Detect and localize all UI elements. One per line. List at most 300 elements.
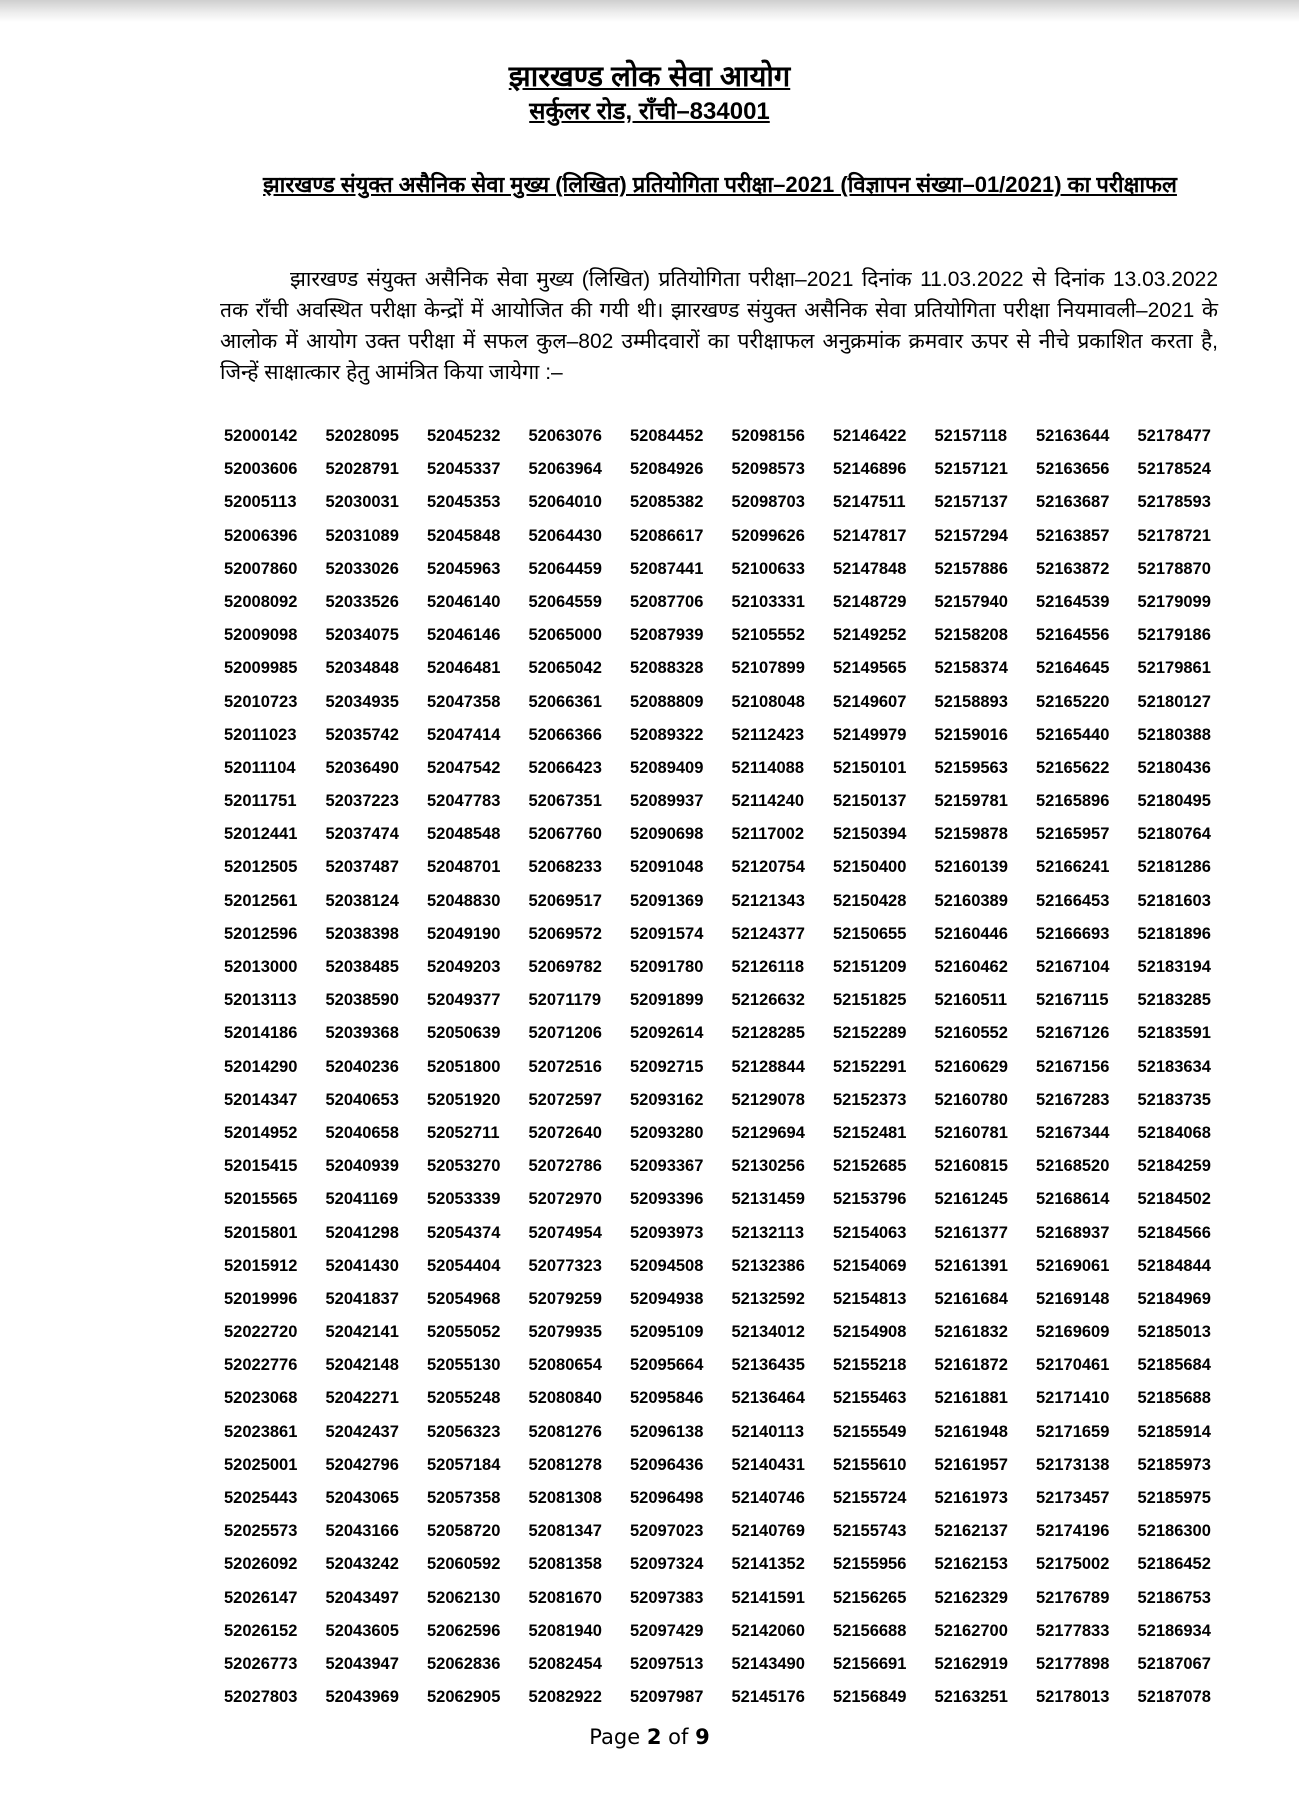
intro-paragraph: झारखण्ड संयुक्त असैनिक सेवा मुख्य (लिखित) प्रतियोगिता परीक्षा–2021 दिनांक 11.03.2022 से दिनांक 13.03.2022 तक राँची अवस्थित परीक्षा केन्द्रों में आयोजित की गयी थी। झारखण्ड संयुक्त असैनिक सेवा प्रतियोगिता परीक्षा नियमावली–2021 के आलोक में आयोग उक्त परीक्षा में सफल कुल–802 उम्मीदवारों का परीक्षाफल अनुक्रमांक क्रमवार ऊपर से नीचे प्रकाशित करता है, जिन्हें साक्षात्कार हेतु आमंत्रित किया जायेगा :– <box>220 268 1218 384</box>
roll-number: 52043947 <box>325 1654 399 1673</box>
roll-number: 52174196 <box>1036 1522 1110 1541</box>
roll-number: 52114240 <box>731 792 805 811</box>
roll-number: 52093973 <box>630 1223 704 1242</box>
roll-number: 52025001 <box>224 1455 298 1474</box>
roll-number: 52091369 <box>630 891 704 910</box>
roll-number: 52146422 <box>833 427 907 445</box>
roll-number: 52163857 <box>1036 526 1110 545</box>
roll-number: 52180127 <box>1137 692 1211 711</box>
roll-number: 52167126 <box>1036 1024 1110 1043</box>
roll-number: 52164539 <box>1036 592 1110 611</box>
roll-number: 52072640 <box>528 1123 602 1142</box>
roll-number: 52154908 <box>833 1323 907 1342</box>
roll-number: 52160389 <box>934 891 1008 910</box>
roll-number: 52183735 <box>1137 1090 1211 1109</box>
roll-number: 52015415 <box>224 1157 298 1176</box>
roll-number: 52038590 <box>325 991 399 1010</box>
roll-number: 52040939 <box>325 1157 399 1176</box>
roll-number: 52163251 <box>934 1688 1008 1707</box>
roll-number: 52026092 <box>224 1555 298 1574</box>
roll-number: 52157118 <box>934 427 1008 445</box>
roll-number: 52141591 <box>731 1588 805 1607</box>
roll-number: 52183634 <box>1137 1057 1211 1076</box>
roll-number: 52136435 <box>731 1356 805 1375</box>
roll-number: 52159781 <box>934 792 1008 811</box>
roll-number: 52166241 <box>1036 858 1110 877</box>
roll-number: 52184068 <box>1137 1123 1211 1142</box>
roll-number: 52064459 <box>528 559 602 578</box>
roll-number: 52049203 <box>427 958 501 976</box>
roll-number: 52027803 <box>224 1688 298 1707</box>
roll-number: 52081347 <box>528 1522 602 1541</box>
roll-number: 52038485 <box>325 958 399 976</box>
roll-number: 52150394 <box>833 825 907 844</box>
roll-number: 52031089 <box>325 526 399 545</box>
roll-number: 52186300 <box>1137 1522 1211 1541</box>
roll-number: 52159016 <box>934 725 1008 744</box>
roll-number: 52045848 <box>427 526 501 545</box>
roll-number: 52155549 <box>833 1422 907 1441</box>
roll-number: 52159878 <box>934 825 1008 844</box>
roll-number: 52033526 <box>325 592 399 611</box>
roll-number: 52081308 <box>528 1489 602 1507</box>
roll-number: 52169061 <box>1036 1256 1110 1275</box>
roll-number: 52091048 <box>630 858 704 877</box>
roll-number: 52152289 <box>833 1024 907 1043</box>
roll-number: 52103331 <box>731 592 805 611</box>
roll-number: 52185914 <box>1137 1422 1211 1441</box>
roll-number: 52043166 <box>325 1522 399 1541</box>
roll-number: 52064559 <box>528 592 602 611</box>
roll-number: 52040236 <box>325 1057 399 1076</box>
roll-number: 52047358 <box>427 692 501 711</box>
roll-number: 52185684 <box>1137 1356 1211 1375</box>
roll-number: 52086617 <box>630 526 704 545</box>
roll-number: 52149607 <box>833 692 907 711</box>
roll-number: 52028095 <box>325 427 399 445</box>
roll-number: 52173138 <box>1036 1455 1110 1474</box>
roll-number: 52160815 <box>934 1157 1008 1176</box>
roll-number: 52178721 <box>1137 526 1211 545</box>
roll-number: 52178870 <box>1137 559 1211 578</box>
roll-number: 52013000 <box>224 958 298 976</box>
roll-number: 52178593 <box>1137 493 1211 512</box>
roll-number: 52041837 <box>325 1289 399 1308</box>
roll-number: 52124377 <box>731 924 805 943</box>
roll-number: 52161245 <box>934 1190 1008 1209</box>
roll-number: 52093162 <box>630 1090 704 1109</box>
roll-number: 52048830 <box>427 891 501 910</box>
roll-number: 52156849 <box>833 1688 907 1707</box>
roll-number: 52050639 <box>427 1024 501 1043</box>
roll-number: 52072597 <box>528 1090 602 1109</box>
roll-number: 52160552 <box>934 1024 1008 1043</box>
roll-number: 52185688 <box>1137 1389 1211 1408</box>
roll-number: 52141352 <box>731 1555 805 1574</box>
roll-number: 52129078 <box>731 1090 805 1109</box>
roll-number: 52177898 <box>1036 1654 1110 1673</box>
roll-number: 52055130 <box>427 1356 501 1375</box>
roll-number: 52155610 <box>833 1455 907 1474</box>
roll-number: 52062836 <box>427 1654 501 1673</box>
roll-number: 52072516 <box>528 1057 602 1076</box>
roll-number: 52067760 <box>528 825 602 844</box>
roll-number: 52081358 <box>528 1555 602 1574</box>
roll-number: 52088328 <box>630 659 704 678</box>
roll-number: 52090698 <box>630 825 704 844</box>
result-heading: झारखण्ड संयुक्त असैनिक सेवा मुख्य (लिखित) प्रतियोगिता परीक्षा–2021 (विज्ञापन संख्या–01/2021) का परीक्षाफल <box>263 172 1177 197</box>
roll-number: 52019996 <box>224 1289 298 1308</box>
roll-number: 52069517 <box>528 891 602 910</box>
roll-number: 52177833 <box>1036 1621 1110 1640</box>
roll-number: 52132113 <box>731 1223 805 1242</box>
roll-number: 52093280 <box>630 1123 704 1142</box>
roll-number: 52149979 <box>833 725 907 744</box>
roll-number: 52012441 <box>224 825 298 844</box>
roll-number: 52038124 <box>325 891 399 910</box>
roll-number: 52178524 <box>1137 460 1211 479</box>
roll-number: 52165220 <box>1036 692 1110 711</box>
roll-number: 52105552 <box>731 626 805 645</box>
roll-number: 52049190 <box>427 924 501 943</box>
roll-number: 52088809 <box>630 692 704 711</box>
roll-number: 52095664 <box>630 1356 704 1375</box>
roll-number: 52043969 <box>325 1688 399 1707</box>
roll-number: 52064430 <box>528 526 602 545</box>
roll-number: 52147848 <box>833 559 907 578</box>
roll-number: 52097429 <box>630 1621 704 1640</box>
roll-number: 52041430 <box>325 1256 399 1275</box>
roll-number: 52165896 <box>1036 792 1110 811</box>
roll-number: 52152373 <box>833 1090 907 1109</box>
roll-number: 52152481 <box>833 1123 907 1142</box>
roll-number: 52094938 <box>630 1289 704 1308</box>
roll-number: 52087441 <box>630 559 704 578</box>
roll-number: 52039368 <box>325 1024 399 1043</box>
roll-number: 52026773 <box>224 1654 298 1673</box>
roll-number: 52097383 <box>630 1588 704 1607</box>
roll-number: 52161957 <box>934 1455 1008 1474</box>
roll-number: 52149565 <box>833 659 907 678</box>
roll-number: 52066361 <box>528 692 602 711</box>
roll-number: 52168937 <box>1036 1223 1110 1242</box>
roll-number: 52165440 <box>1036 725 1110 744</box>
roll-number: 52142060 <box>731 1621 805 1640</box>
roll-number: 52181603 <box>1137 891 1211 910</box>
roll-number: 52168520 <box>1036 1157 1110 1176</box>
roll-number: 52181896 <box>1137 924 1211 943</box>
roll-number: 52008092 <box>224 592 298 611</box>
roll-number: 52176789 <box>1036 1588 1110 1607</box>
roll-number: 52052711 <box>427 1123 500 1142</box>
roll-number: 52014952 <box>224 1123 298 1142</box>
roll-number: 52161881 <box>934 1389 1008 1408</box>
roll-number: 52054968 <box>427 1289 501 1308</box>
roll-number: 52098703 <box>731 493 805 512</box>
roll-number: 52047783 <box>427 792 501 811</box>
roll-number: 52025573 <box>224 1522 298 1541</box>
roll-number: 52180764 <box>1137 825 1211 844</box>
roll-number: 52022720 <box>224 1323 298 1342</box>
roll-number: 52171410 <box>1036 1389 1110 1408</box>
roll-number: 52169609 <box>1036 1323 1110 1342</box>
roll-number: 52080840 <box>528 1389 602 1408</box>
roll-number: 52033026 <box>325 559 399 578</box>
roll-number: 52065042 <box>528 659 602 678</box>
roll-number: 52097023 <box>630 1522 704 1541</box>
roll-number: 52042796 <box>325 1455 399 1474</box>
roll-number: 52136464 <box>731 1389 805 1408</box>
roll-number: 52128844 <box>731 1057 805 1076</box>
roll-number: 52166453 <box>1036 891 1110 910</box>
roll-number: 52140746 <box>731 1489 805 1507</box>
roll-number: 52155956 <box>833 1555 907 1574</box>
roll-number: 52157886 <box>934 559 1008 578</box>
roll-number: 52140769 <box>731 1522 805 1541</box>
roll-number: 52161948 <box>934 1422 1008 1441</box>
roll-number: 52025443 <box>224 1489 298 1507</box>
roll-number: 52096498 <box>630 1489 704 1507</box>
organization-name: झारखण्ड लोक सेवा आयोग <box>508 61 791 93</box>
roll-number: 52097513 <box>630 1654 704 1673</box>
roll-number: 52057184 <box>427 1455 501 1474</box>
roll-number: 52128285 <box>731 1024 805 1043</box>
roll-number: 52132592 <box>731 1289 805 1308</box>
roll-number: 52164556 <box>1036 626 1110 645</box>
roll-number: 52154069 <box>833 1256 907 1275</box>
roll-number: 52161872 <box>934 1356 1008 1375</box>
roll-number: 52084926 <box>630 460 704 479</box>
roll-number: 52037223 <box>325 792 399 811</box>
roll-number: 52184502 <box>1137 1190 1211 1209</box>
roll-number: 52153796 <box>833 1190 907 1209</box>
roll-number: 52081940 <box>528 1621 602 1640</box>
roll-number: 52012561 <box>224 891 298 910</box>
roll-number: 52062596 <box>427 1621 501 1640</box>
roll-number: 52046481 <box>427 659 501 678</box>
roll-number: 52097324 <box>630 1555 704 1574</box>
roll-number: 52155724 <box>833 1489 907 1507</box>
roll-number: 52081278 <box>528 1455 602 1474</box>
roll-number: 52187067 <box>1137 1654 1211 1673</box>
roll-number: 52149252 <box>833 626 907 645</box>
roll-number: 52041298 <box>325 1223 399 1242</box>
roll-number: 52186934 <box>1137 1621 1211 1640</box>
roll-number: 52146896 <box>833 460 907 479</box>
roll-number: 52126632 <box>731 991 805 1010</box>
roll-number: 52117002 <box>731 825 805 844</box>
roll-number: 52112423 <box>731 725 805 744</box>
roll-number: 52160511 <box>934 991 1008 1010</box>
roll-number: 52014290 <box>224 1057 298 1076</box>
roll-number: 52071206 <box>528 1024 602 1043</box>
roll-number: 52162700 <box>934 1621 1008 1640</box>
roll-number: 52166693 <box>1036 924 1110 943</box>
roll-number: 52151209 <box>833 958 907 976</box>
roll-number: 52170461 <box>1036 1356 1110 1375</box>
roll-number: 52093396 <box>630 1190 704 1209</box>
roll-number: 52165957 <box>1036 825 1110 844</box>
roll-number: 52053270 <box>427 1157 501 1176</box>
roll-number: 52100633 <box>731 559 805 578</box>
roll-number-grid <box>224 420 1239 1714</box>
roll-number: 52048548 <box>427 825 501 844</box>
page-current: 2 <box>646 1725 662 1749</box>
roll-number: 52185975 <box>1137 1489 1211 1507</box>
roll-number: 52036490 <box>325 758 399 777</box>
roll-number: 52084452 <box>630 427 704 445</box>
roll-number: 52161832 <box>934 1323 1008 1342</box>
roll-number: 52107899 <box>731 659 805 678</box>
roll-number: 52012505 <box>224 858 298 877</box>
roll-number: 52040653 <box>325 1090 399 1109</box>
page-label: Page <box>589 1725 641 1749</box>
roll-number: 52062130 <box>427 1588 501 1607</box>
roll-number: 52132386 <box>731 1256 805 1275</box>
roll-number: 52163656 <box>1036 460 1110 479</box>
roll-number: 52065000 <box>528 626 602 645</box>
roll-number: 52150101 <box>833 758 907 777</box>
roll-number: 52184566 <box>1137 1223 1211 1242</box>
roll-number: 52064010 <box>528 493 602 512</box>
roll-number: 52000142 <box>224 427 298 445</box>
roll-number: 52034848 <box>325 659 399 678</box>
roll-number: 52160629 <box>934 1057 1008 1076</box>
roll-number: 52156265 <box>833 1588 907 1607</box>
roll-number: 52091574 <box>630 924 704 943</box>
roll-number: 52158374 <box>934 659 1008 678</box>
roll-number: 52186452 <box>1137 1555 1211 1574</box>
roll-number: 52079259 <box>528 1289 602 1308</box>
roll-number: 52089937 <box>630 792 704 811</box>
roll-number: 52091780 <box>630 958 704 976</box>
roll-number: 52071179 <box>528 991 602 1010</box>
roll-number: 52009098 <box>224 626 298 645</box>
roll-number: 52158208 <box>934 626 1008 645</box>
roll-number: 52066423 <box>528 758 602 777</box>
roll-number: 52185013 <box>1137 1323 1211 1342</box>
roll-number: 52096436 <box>630 1455 704 1474</box>
roll-number: 52037487 <box>325 858 399 877</box>
roll-number: 52038398 <box>325 924 399 943</box>
roll-number: 52081276 <box>528 1422 602 1441</box>
roll-number: 52049377 <box>427 991 501 1010</box>
roll-number: 52162919 <box>934 1654 1008 1673</box>
roll-number: 52011751 <box>224 792 297 811</box>
roll-number: 52173457 <box>1036 1489 1110 1507</box>
roll-number: 52150428 <box>833 891 907 910</box>
roll-number: 52077323 <box>528 1256 602 1275</box>
roll-number: 52043497 <box>325 1588 399 1607</box>
roll-number: 52057358 <box>427 1489 501 1507</box>
roll-number: 52087706 <box>630 592 704 611</box>
roll-number: 52007860 <box>224 559 298 578</box>
roll-number: 52015912 <box>224 1256 298 1275</box>
roll-number: 52005113 <box>224 493 297 512</box>
roll-number: 52184844 <box>1137 1256 1211 1275</box>
roll-number: 52120754 <box>731 858 805 877</box>
roll-number: 52156688 <box>833 1621 907 1640</box>
roll-number: 52042437 <box>325 1422 399 1441</box>
roll-number: 52147817 <box>833 526 907 545</box>
roll-number: 52047542 <box>427 758 501 777</box>
roll-number: 52179861 <box>1137 659 1211 678</box>
roll-number: 52015565 <box>224 1190 298 1209</box>
of-label: of <box>668 1725 689 1749</box>
roll-number: 52179186 <box>1137 626 1211 645</box>
roll-number: 52140113 <box>731 1422 805 1441</box>
roll-number: 52157137 <box>934 493 1008 512</box>
roll-number: 52163644 <box>1036 427 1110 445</box>
roll-number: 52041169 <box>325 1190 399 1209</box>
roll-number: 52150137 <box>833 792 907 811</box>
roll-number: 52160781 <box>934 1123 1008 1142</box>
roll-number: 52043605 <box>325 1621 399 1640</box>
roll-number: 52154813 <box>833 1289 907 1308</box>
roll-number: 52157294 <box>934 526 1008 545</box>
roll-number: 52161684 <box>934 1289 1008 1308</box>
roll-number: 52045337 <box>427 460 501 479</box>
roll-number: 52171659 <box>1036 1422 1110 1441</box>
roll-number: 52056323 <box>427 1422 501 1441</box>
roll-number: 52098156 <box>731 427 805 445</box>
roll-number: 52178477 <box>1137 427 1211 445</box>
roll-number: 52012596 <box>224 924 298 943</box>
roll-number: 52035742 <box>325 725 399 744</box>
roll-number: 52091899 <box>630 991 704 1010</box>
roll-number: 52186753 <box>1137 1588 1211 1607</box>
roll-number: 52095846 <box>630 1389 704 1408</box>
roll-number: 52129694 <box>731 1123 805 1142</box>
roll-number: 52068233 <box>528 858 602 877</box>
roll-number: 52180436 <box>1137 758 1211 777</box>
roll-number: 52011023 <box>224 725 297 744</box>
roll-number: 52011104 <box>224 758 296 777</box>
roll-number: 52069782 <box>528 958 602 976</box>
roll-number: 52080654 <box>528 1356 602 1375</box>
roll-number: 52143490 <box>731 1654 805 1673</box>
roll-number: 52045353 <box>427 493 501 512</box>
roll-number: 52126118 <box>731 958 805 976</box>
roll-number: 52167156 <box>1036 1057 1110 1076</box>
roll-number: 52074954 <box>528 1223 602 1242</box>
roll-number: 52089322 <box>630 725 704 744</box>
roll-number: 52148729 <box>833 592 907 611</box>
roll-number: 52162153 <box>934 1555 1008 1574</box>
roll-number: 52092715 <box>630 1057 704 1076</box>
roll-number: 52157121 <box>934 460 1008 479</box>
roll-number: 52184969 <box>1137 1289 1211 1308</box>
page-total: 9 <box>695 1725 710 1749</box>
roll-number: 52152291 <box>833 1057 907 1076</box>
organization-address: सर्कुलर रोड, राँची–834001 <box>529 98 770 125</box>
roll-number: 52072786 <box>528 1157 602 1176</box>
roll-number: 52026147 <box>224 1588 298 1607</box>
roll-number: 52051920 <box>427 1090 501 1109</box>
roll-number: 52062905 <box>427 1688 501 1707</box>
roll-number: 52108048 <box>731 692 805 711</box>
roll-number: 52082922 <box>528 1688 602 1707</box>
roll-number: 52028791 <box>325 460 399 479</box>
roll-number: 52158893 <box>934 692 1008 711</box>
roll-number: 52055248 <box>427 1389 501 1408</box>
roll-number: 52157940 <box>934 592 1008 611</box>
roll-number: 52048701 <box>427 858 501 877</box>
roll-number: 52162137 <box>934 1522 1008 1541</box>
roll-number: 52094508 <box>630 1256 704 1275</box>
roll-number: 52178013 <box>1036 1688 1110 1707</box>
roll-number: 52051800 <box>427 1057 501 1076</box>
